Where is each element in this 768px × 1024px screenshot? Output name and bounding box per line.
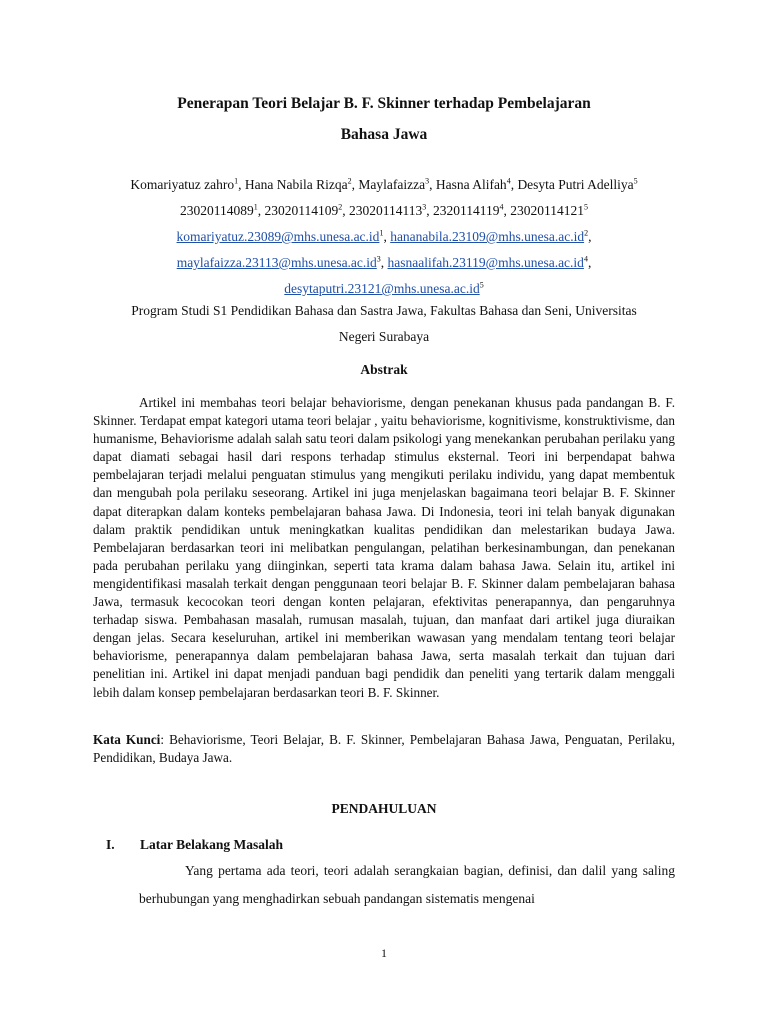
author-name: Hana Nabila Rizqa bbox=[244, 177, 348, 192]
affiliation-line-1: Program Studi S1 Pendidikan Bahasa dan Sastra Jawa, Fakultas Bahasa dan Seni, Universitas bbox=[131, 303, 637, 318]
author-emails-line-1: $komariyatuz.23089@mhs.unesa.ac.id^1$, $hananabila.23109@mhs.unesa.ac.id^2$, bbox=[176, 228, 592, 244]
author-name: Komariyatuz zahro bbox=[130, 177, 235, 192]
title-line-1: Penerapan Teori Belajar B. F. Skinner terhadap Pembelajaran bbox=[177, 95, 591, 112]
author-block bbox=[70, 172, 698, 302]
keywords bbox=[93, 731, 675, 767]
email-link[interactable]: hananabila.23109@mhs.unesa.ac.id bbox=[390, 229, 585, 244]
author-sup: 3 bbox=[425, 176, 430, 186]
id-sup: 3 bbox=[422, 202, 427, 212]
email-link[interactable]: maylafaizza.23113@mhs.unesa.ac.id bbox=[176, 255, 377, 270]
author-sup: 2 bbox=[347, 176, 352, 186]
author-name: Hasna Alifah bbox=[435, 177, 507, 192]
keywords-label: Kata Kunci bbox=[93, 732, 161, 747]
author-emails-line-2: $maylafaizza.23113@mhs.unesa.ac.id^3$, $hasnaalifah.23119@mhs.unesa.ac.id^4$, bbox=[176, 254, 592, 270]
email-link[interactable]: komariyatuz.23089@mhs.unesa.ac.id bbox=[176, 229, 380, 244]
student-id: 2320114119 bbox=[433, 203, 500, 218]
subsection-number: I. bbox=[106, 837, 115, 852]
author-ids: 23020114089$^1$, 23020114109$^2$, 23020114113$^3$, 2320114119$^4$, 23020114121$^5$ bbox=[180, 202, 588, 218]
page-number: 1 bbox=[381, 946, 387, 960]
author-sup: 5 bbox=[633, 176, 638, 186]
keywords-list: : Behaviorisme, Teori Belajar, B. F. Skinner, Pembelajaran Bahasa Jawa, Penguatan, Perilaku, Pendidikan, Budaya Jawa. bbox=[93, 732, 676, 766]
affiliation bbox=[70, 298, 698, 350]
author-sup: 4 bbox=[506, 176, 511, 186]
email-link[interactable]: desytaputri.23121@mhs.unesa.ac.id bbox=[284, 281, 480, 296]
author-sup: 1 bbox=[234, 176, 239, 186]
author-names: Komariyatuz zahro$^1$, Hana Nabila Rizqa$^2$, Maylafaizza$^3$, Hasna Alifah$^4$, Desyta Putri Adelliya$^5$ bbox=[130, 176, 638, 192]
student-id: 23020114109 bbox=[264, 203, 339, 218]
email-sup: 5 bbox=[479, 280, 484, 290]
affiliation-line-2: Negeri Surabaya bbox=[338, 329, 430, 344]
email-sup: 3 bbox=[376, 254, 381, 264]
student-id: 23020114089 bbox=[180, 203, 254, 218]
email-sup: 2 bbox=[584, 228, 589, 238]
subsection-title: Latar Belakang Masalah bbox=[140, 837, 284, 852]
abstract-text: Artikel ini membahas teori belajar behaviorisme, dengan penekanan khusus pada pandangan B. F. Skinner. Terdapat empat kategori utama teori belajar , yaitu behaviorisme, kognitivisme, konstruktivisme, dan humanisme, Behaviorisme adalah salah satu teori dalam psikologi yang menekankan perubahan perilaku yang dapat diamati sebagai hasil dari respons terhadap stimulus eksternal. Teori ini berpendapat bahwa pembelajaran terjadi melalui penguatan stimulus yang mengikuti perilaku individu, yang dapat membentuk dan mengubah pola perilaku seseorang. Artikel ini juga menjelaskan bagaimana teori belajar B. F. Skinner dapat diterapkan dalam konteks pembelajaran bahasa Jawa. Di Indonesia, teori ini telah banyak digunakan dalam praktik pendidikan untuk meningkatkan kualitas pendidikan dan melestarikan budaya Jawa. Pembelajaran berdasarkan teori ini melibatkan pengulangan, pelatihan berkesinambungan, dan penekanan pada perubahan perilaku yang diinginkan, seperti tata krama dalam bahasa Jawa. Selain itu, artikel ini mengidentifikasi masalah terkait dengan penggunaan teori belajar B. F. Skinner dalam pembelajaran bahasa Jawa, termasuk kecocokan teori dengan konten pelajaran, efektivitas penerapannya, dan pengaruhnya terhadap siswa. Pembahasan masalah, rumusan masalah, tujuan, dan manfaat dari artikel juga diuraikan dengan jelas. Secara keseluruhan, artikel ini memberikan wawasan yang mendalam tentang teori belajar behaviorisme, penerapannya dalam pembelajaran bahasa Jawa, serta masalah terkait dan tujuan dari penelitian ini. Artikel ini dapat menjadi panduan bagi pendidik dan peneliti yang tertarik dalam menggali lebih dalam konsep pembelajaran berdasarkan teori B. F. Skinner. bbox=[93, 395, 675, 700]
paper-title bbox=[80, 88, 688, 150]
title-line-2: Bahasa Jawa bbox=[340, 126, 428, 143]
id-sup: 1 bbox=[253, 202, 258, 212]
id-sup: 2 bbox=[338, 202, 343, 212]
abstract-heading: Abstrak bbox=[360, 362, 408, 377]
student-id: 23020114121 bbox=[510, 203, 584, 218]
author-name: Maylafaizza bbox=[358, 177, 426, 192]
author-name: Desyta Putri Adelliya bbox=[517, 177, 634, 192]
id-sup: 5 bbox=[584, 202, 588, 212]
id-sup: 4 bbox=[499, 202, 504, 212]
email-sup: 4 bbox=[583, 254, 588, 264]
section-heading: PENDAHULUAN bbox=[331, 801, 437, 816]
body-paragraph: Yang pertama ada teori, teori adalah serangkaian bagian, definisi, dan dalil yang saling berhubungan yang menghadirkan sebuah pandangan sistematis mengenai bbox=[139, 863, 675, 906]
student-id: 23020114113 bbox=[349, 203, 423, 218]
subsection-heading bbox=[106, 834, 283, 856]
email-sup: 1 bbox=[379, 228, 384, 238]
email-link[interactable]: hasnaalifah.23119@mhs.unesa.ac.id bbox=[387, 255, 584, 270]
